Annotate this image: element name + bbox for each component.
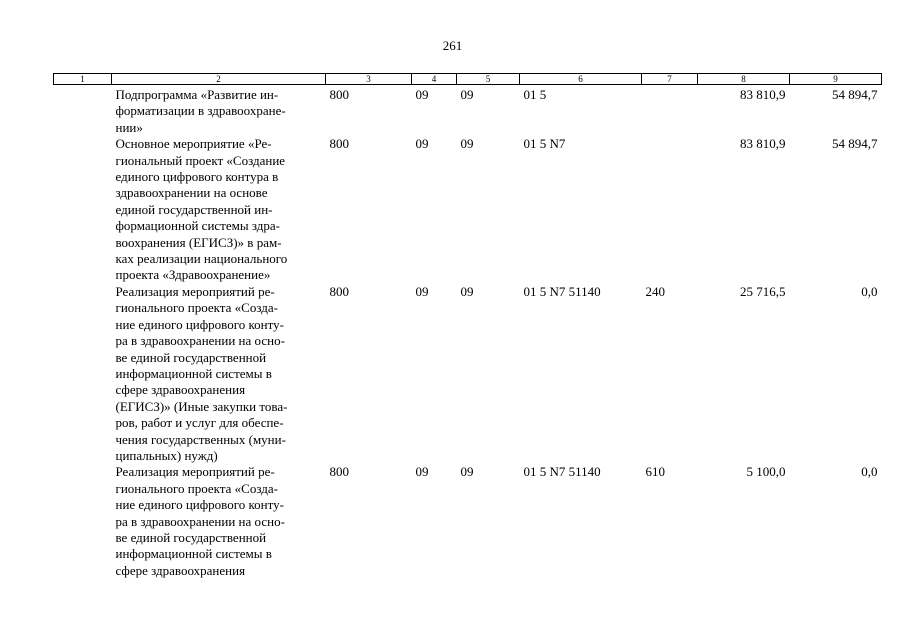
name-line: информационной системы в: [115, 546, 272, 562]
name-line: здравоохранении на основе: [115, 185, 268, 201]
budget-table: [53, 73, 882, 579]
name-line: нии»: [115, 119, 143, 135]
amount-year1-cell: 83 810,9: [740, 136, 786, 152]
row-name-cell: [112, 284, 326, 464]
name-line: единой государственной ин-: [115, 201, 273, 217]
grbs-cell: 800: [329, 464, 349, 480]
name-line: гиональный проект «Создание: [115, 152, 286, 168]
column-header-5: 5: [457, 74, 520, 85]
table-row: [54, 136, 882, 284]
table-body: [54, 85, 882, 580]
name-line: гионального проекта «Созда-: [115, 300, 278, 316]
name-line: сфере здравоохранения: [115, 382, 246, 398]
target-article-cell: 01 5 N7 51140: [523, 283, 601, 299]
table-row: [54, 464, 882, 579]
target-article-cell: 01 5 N7: [523, 136, 566, 152]
grbs-cell: 800: [329, 283, 349, 299]
row-number-cell: [54, 464, 112, 579]
column-header-4: 4: [412, 74, 457, 85]
name-line: чения государственных (муни-: [115, 431, 286, 447]
page-number: 261: [442, 38, 463, 53]
expense-type-cell: 610: [645, 464, 665, 480]
name-line: воохранения (ЕГИСЗ)» в рам-: [115, 234, 282, 250]
column-header-9: 9: [790, 74, 882, 85]
subsection-cell: 09: [460, 283, 474, 299]
name-line: ров, работ и услуг для обеспе-: [115, 415, 284, 431]
grbs-cell: 800: [329, 87, 349, 102]
header-row: [54, 74, 882, 85]
name-line: Подпрограмма «Развитие ин-: [115, 87, 279, 102]
row-number-cell: [54, 284, 112, 464]
name-line: (ЕГИСЗ)» (Иные закупки това-: [115, 398, 288, 414]
column-header-8: 8: [698, 74, 790, 85]
target-article-cell: 01 5 N7 51140: [523, 464, 601, 480]
name-line: единого цифрового контура в: [115, 169, 279, 185]
name-line: информационной системы в: [115, 365, 272, 381]
amount-year2-cell: 54 894,7: [832, 87, 878, 102]
target-article-cell: 01 5: [523, 87, 547, 102]
row-name-cell: [112, 85, 326, 137]
amount-year2-cell: 0,0: [861, 283, 878, 299]
name-line: сфере здравоохранения: [115, 562, 246, 578]
name-line: проекта «Здравоохранение»: [115, 267, 271, 283]
section-cell: 09: [415, 283, 429, 299]
column-header-1: 1: [54, 74, 112, 85]
column-header-3: 3: [326, 74, 412, 85]
name-line: ве единой государственной: [115, 349, 267, 365]
row-name-cell: [112, 136, 326, 284]
grbs-cell: 800: [329, 136, 349, 152]
amount-year1-cell: 25 716,5: [740, 283, 786, 299]
subsection-cell: 09: [460, 87, 474, 102]
name-line: формационной системы здра-: [115, 218, 280, 234]
table-row: [54, 284, 882, 464]
name-line: Реализация мероприятий ре-: [115, 464, 275, 480]
name-line: гионального проекта «Созда-: [115, 480, 278, 496]
row-number-cell: [54, 136, 112, 284]
amount-year2-cell: 0,0: [861, 464, 878, 480]
expense-type-cell: 240: [645, 283, 665, 299]
table-header: [54, 74, 882, 85]
column-header-6: 6: [520, 74, 642, 85]
section-cell: 09: [415, 87, 429, 102]
expense-type-cell: [642, 85, 698, 137]
subsection-cell: 09: [460, 136, 474, 152]
amount-year2-cell: 54 894,7: [832, 136, 878, 152]
name-line: ние единого цифрового конту-: [115, 497, 284, 513]
name-line: форматизации в здравоохране-: [115, 103, 286, 119]
amount-year1-cell: 5 100,0: [746, 464, 786, 480]
name-line: ципальных) нужд): [115, 447, 218, 463]
column-header-2: 2: [112, 74, 326, 85]
expense-type-cell: [642, 136, 698, 284]
subsection-cell: 09: [460, 464, 474, 480]
name-line: Основное мероприятие «Ре-: [115, 136, 272, 152]
row-name-cell: [112, 464, 326, 579]
name-line: Реализация мероприятий ре-: [115, 283, 275, 299]
section-cell: 09: [415, 464, 429, 480]
column-header-7: 7: [642, 74, 698, 85]
amount-year1-cell: 83 810,9: [740, 87, 786, 102]
name-line: ве единой государственной: [115, 529, 267, 545]
table-row: [54, 85, 882, 137]
name-line: ра в здравоохранении на осно-: [115, 333, 285, 349]
row-number-cell: [54, 85, 112, 137]
section-cell: 09: [415, 136, 429, 152]
name-line: ках реализации национального: [115, 251, 288, 267]
name-line: ние единого цифрового конту-: [115, 316, 284, 332]
name-line: ра в здравоохранении на осно-: [115, 513, 285, 529]
